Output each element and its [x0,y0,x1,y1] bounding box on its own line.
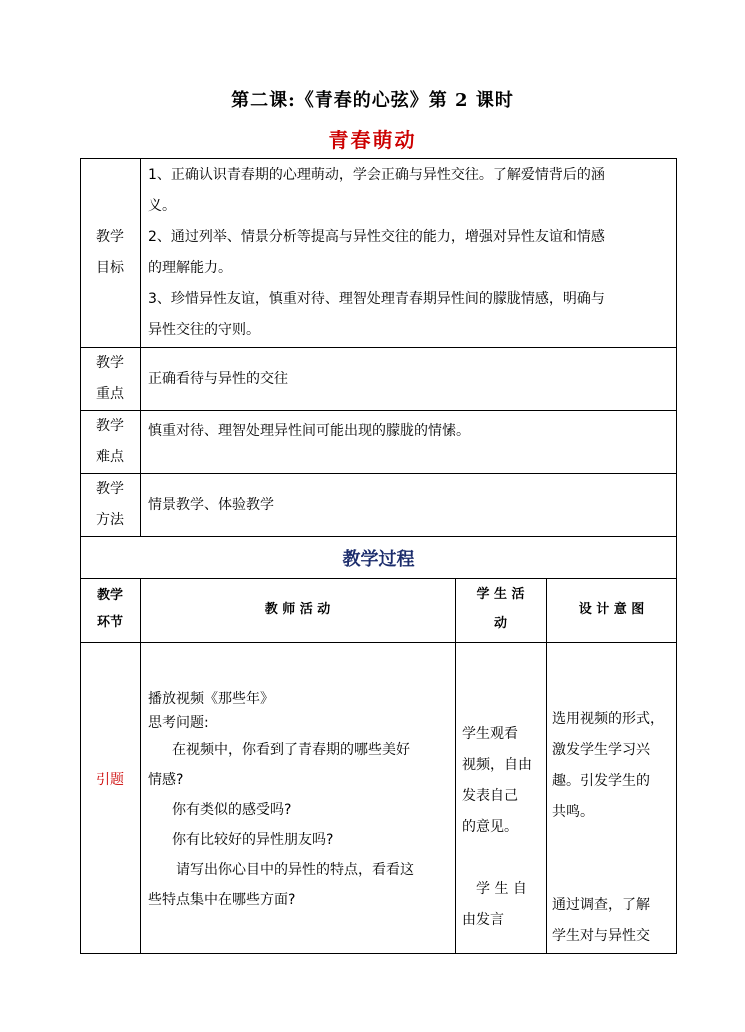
column-divider [140,578,141,954]
design-intent-text: 选用视频的形式， 激发学生学习兴 趣。引发学生的 共鸣。 通过调查，了解 学生对与异性交 [552,711,664,944]
row-divider [80,347,677,348]
row-divider [80,536,677,537]
lesson-subtitle: 青春萌动 [328,128,417,152]
label-key-points: 教学 重点 [96,355,124,402]
row-divider [80,642,677,643]
label-objectives: 教学 目标 [96,229,124,276]
document-title: 第二课:《青春的心弦》第 2 课时 [231,90,514,111]
header-stage: 教学 环节 [96,588,123,630]
key-points-text: 正确看待与异性的交往 [148,371,288,387]
column-divider [140,158,141,536]
objectives-text: 1、正确认识青春期的心理萌动，学会正确与异性交往。了解爱情背后的涵 义。 2、通过列举、情景分析等提高与异性交往的能力，增强对异性友谊和情感 的理解能力。 3、珍惜异性友谊，慎重对待、理智处理青春期异性间的朦胧情感，明确与 异性交往的守则。 [148,167,605,338]
student-activity-text: 学生观看 视频，自由 发表自己 的意见。 学 生 自 由发言 [462,726,532,928]
methods-text: 情景教学、体验教学 [148,497,274,513]
stage-intro: 引题 [96,772,124,788]
header-design-intent: 设 计 意 图 [578,602,645,617]
label-difficulties: 教学 难点 [96,418,124,465]
header-teacher-activity: 教 师 活 动 [264,602,331,617]
row-divider [80,410,677,411]
column-divider [546,578,547,954]
label-methods: 教学 方法 [96,481,124,528]
row-divider [80,578,677,579]
header-student-activity: 学 生 活 动 [476,587,525,631]
process-heading: 教学过程 [342,549,415,570]
teacher-activity-text: 播放视频《那些年》 思考问题: 在视频中，你看到了青春期的哪些美好 情感? 你有类似的感受吗? 你有比较好的异性朋友吗? 请写出你心目中的异性的特点，看看这 些特点集中在哪些方面? [148,691,414,908]
row-divider [80,473,677,474]
difficulties-text: 慎重对待、理智处理异性间可能出现的朦胧的情愫。 [148,423,470,439]
